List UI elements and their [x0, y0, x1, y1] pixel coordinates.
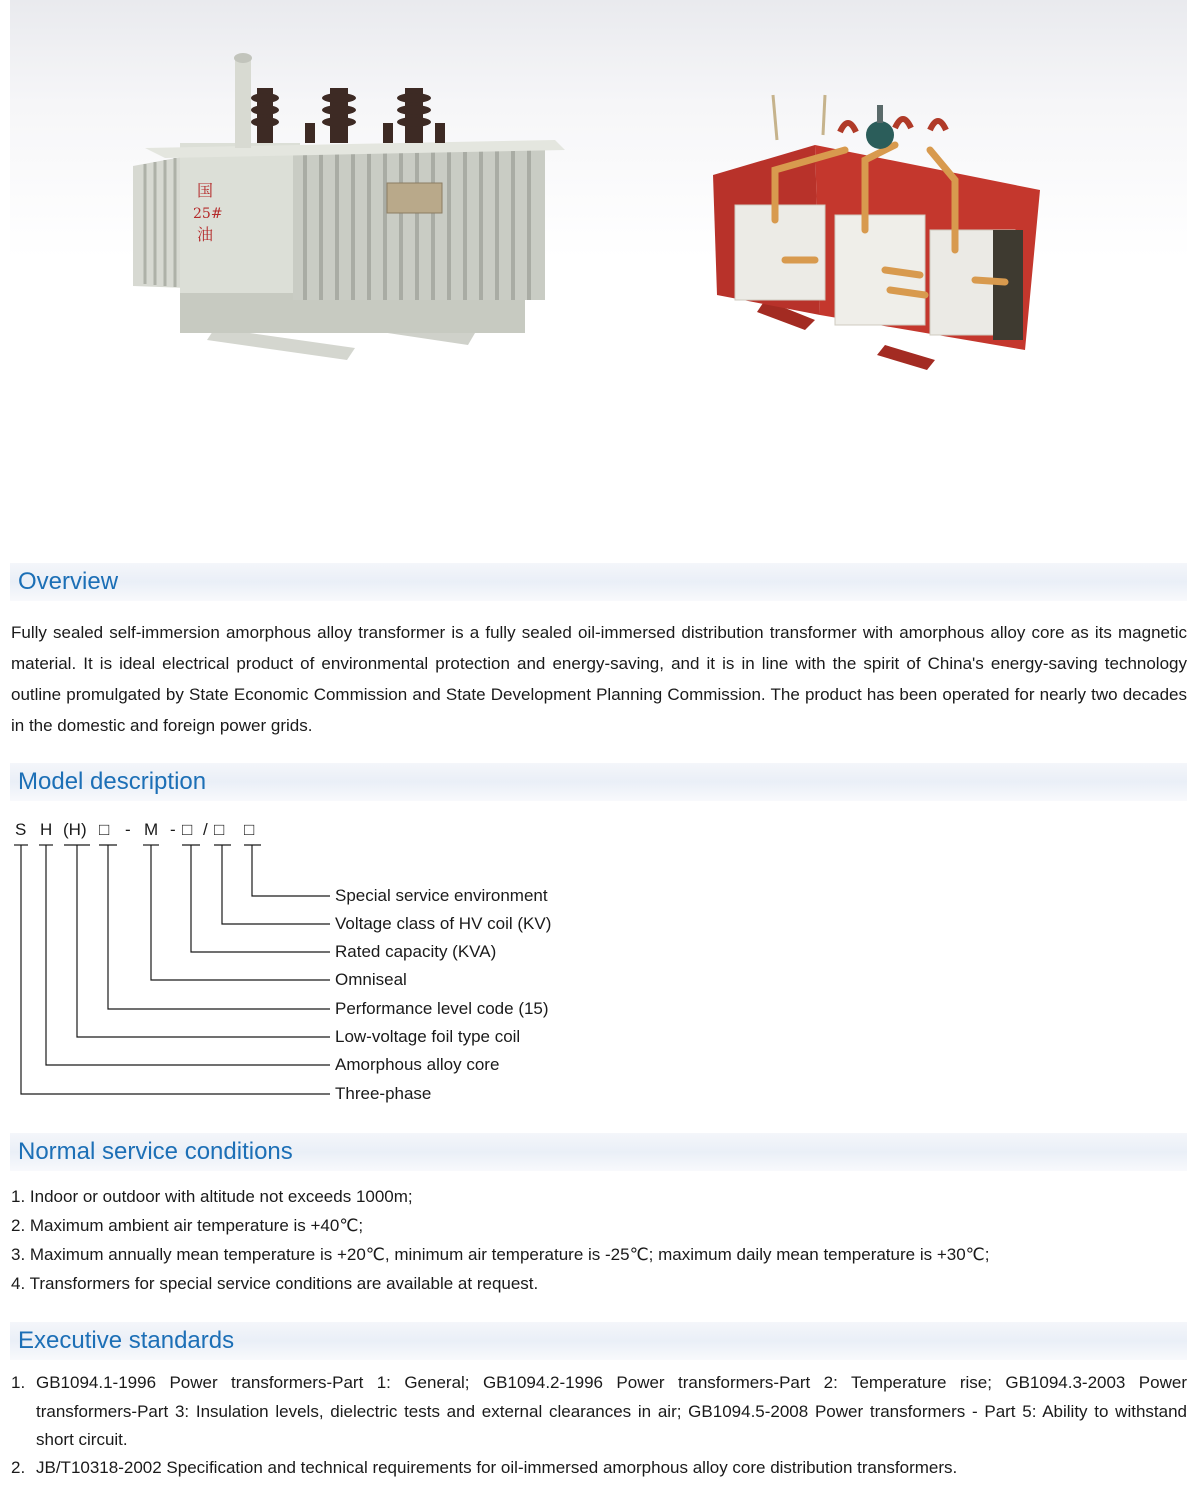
tank-label-line-3: 油: [197, 225, 214, 244]
standards-heading: Executive standards: [18, 1327, 235, 1354]
standard-item-number: 2.: [11, 1458, 26, 1477]
model-desc-special-environment: Special service environment: [335, 886, 548, 905]
conditions-heading: Normal service conditions: [18, 1138, 293, 1165]
code-slash: /: [203, 820, 208, 839]
core-coil-assembly-image: [705, 90, 1050, 375]
code-box-2: □: [182, 820, 193, 839]
code-box-3: □: [214, 820, 225, 839]
model-desc-voltage-class: Voltage class of HV coil (KV): [335, 914, 552, 933]
code-h-paren: (H): [63, 820, 87, 839]
model-desc-rated-capacity: Rated capacity (KVA): [335, 942, 497, 961]
code-h: H: [40, 820, 53, 839]
model-heading: Model description: [18, 768, 207, 795]
standard-item-text: GB1094.1-1996 Power transformers-Part 1: General; GB1094.2-1996 Power transformers-Part 2: Temperature rise; GB1094.3-2003 Power transformers-Part 3: Insulation levels, dielectric tests and external clearances in air; GB1094.5-2008 Power transformers - Part 5: Ability to withstand short circuit.: [36, 1373, 1187, 1449]
condition-item-mean-temperature: 3. Maximum annually mean temperature is +20℃, minimum air temperature is -25℃; maximum daily mean temperature is +30℃;: [11, 1245, 990, 1264]
code-dash-2: -: [170, 820, 176, 839]
condition-item-altitude: 1. Indoor or outdoor with altitude not exceeds 1000m;: [11, 1187, 413, 1206]
overview-heading: Overview: [18, 568, 119, 595]
tank-label-line-1: 国: [197, 181, 214, 200]
overview-text: Fully sealed self-immersion amorphous alloy transformer is a fully sealed oil-immersed distribution transformer with amorphous alloy core as its magnetic material. It is ideal electrical product of environmental protection and energy-saving, and it is in line with the spirit of China's energy-saving technology outline promulgated by State Economic Commission and State Development Planning Commission. The product has been operated for nearly two decades in the domestic and foreign power grids.: [11, 623, 1187, 735]
code-s: S: [15, 820, 27, 839]
code-dash-1: -: [125, 820, 131, 839]
model-desc-omniseal: Omniseal: [335, 970, 407, 989]
model-desc-foil-coil: Low-voltage foil type coil: [335, 1027, 521, 1046]
tank-label-line-2: 25#: [193, 206, 223, 222]
code-box-1: □: [99, 820, 110, 839]
model-connector-lines: [0, 0, 340, 1110]
standard-item-number: 1.: [11, 1373, 26, 1392]
standard-item-jbt10318: [11, 1454, 1187, 1483]
conditions-heading-bar: [10, 1133, 1187, 1171]
model-desc-performance-level: Performance level code (15): [335, 999, 549, 1018]
model-desc-three-phase: Three-phase: [335, 1084, 432, 1103]
condition-item-special-conditions: 4. Transformers for special service conditions are available at request.: [11, 1274, 539, 1293]
standard-item-text: JB/T10318-2002 Specification and technical requirements for oil-immersed amorphous alloy core distribution transformers.: [36, 1458, 958, 1477]
model-desc-amorphous-core: Amorphous alloy core: [335, 1055, 500, 1074]
condition-item-max-temperature: 2. Maximum ambient air temperature is +40℃;: [11, 1216, 364, 1235]
standard-item-gb1094: [11, 1369, 1187, 1455]
code-box-4: □: [244, 820, 255, 839]
standards-heading-bar: [10, 1322, 1187, 1360]
code-m: M: [144, 820, 159, 839]
